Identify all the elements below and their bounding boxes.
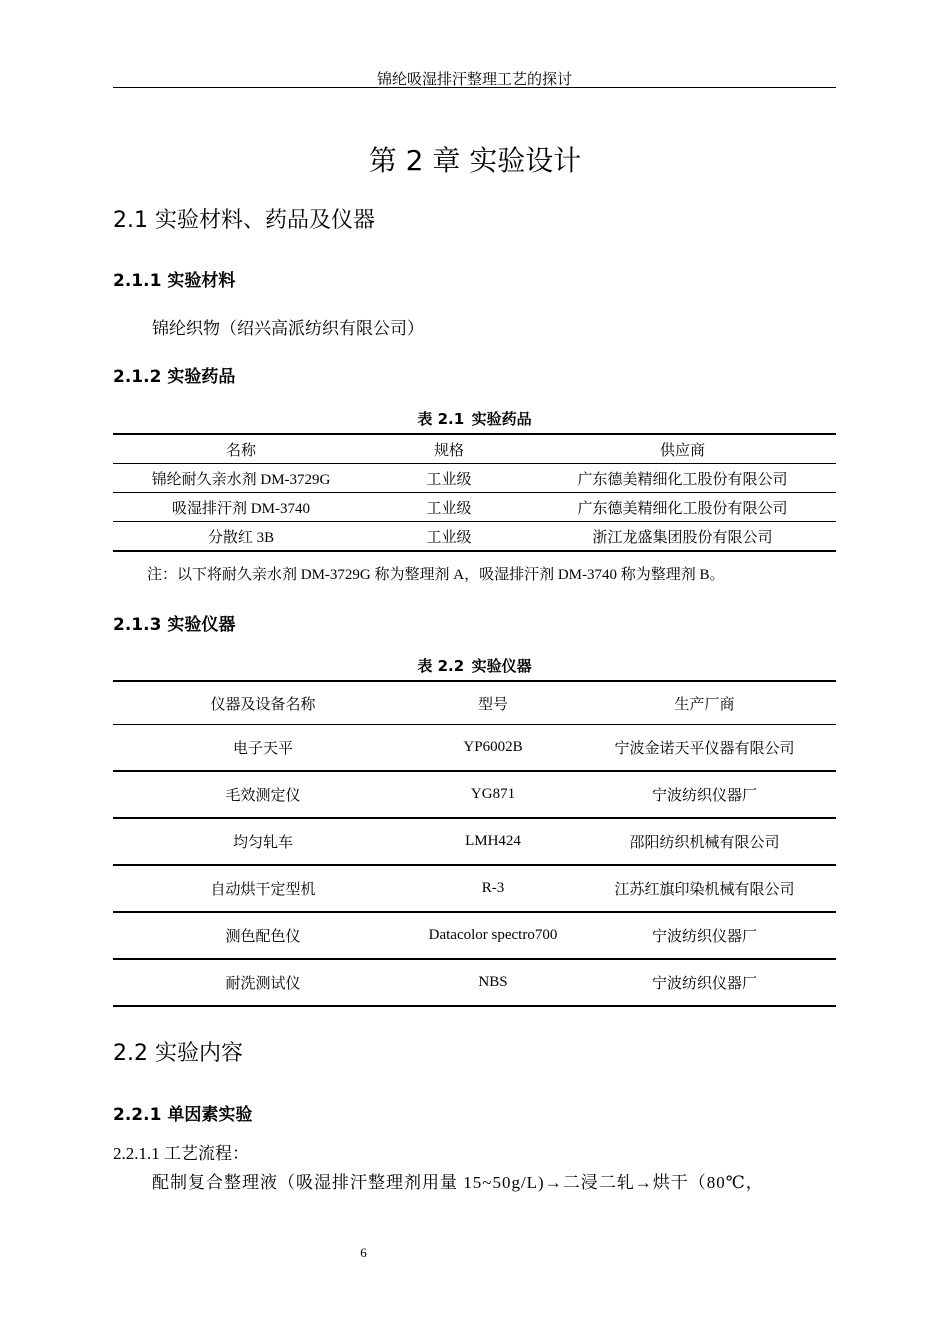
table-row bbox=[113, 912, 836, 959]
table-2-1-caption bbox=[113, 408, 836, 429]
table-cell: 浙江龙盛集团股份有限公司 bbox=[529, 522, 836, 552]
section-2-1-2-heading: 2.1.2 实验药品 bbox=[113, 367, 236, 387]
chapter-title: 第 2 章 实验设计 bbox=[368, 144, 582, 177]
table-note: 注：以下将耐久亲水剂 DM-3729G 称为整理剂 A，吸湿排汗剂 DM-3740 称为整理剂 B。 bbox=[147, 567, 725, 583]
column-header: 供应商 bbox=[529, 434, 836, 464]
column-header: 名称 bbox=[113, 434, 369, 464]
table-cell: 宁波纺织仪器厂 bbox=[573, 771, 836, 818]
table-cell: 宁波纺织仪器厂 bbox=[573, 959, 836, 1006]
table-cell: 工业级 bbox=[369, 464, 529, 493]
table-caption-text: 实验仪器 bbox=[471, 657, 532, 675]
table-cell: 毛效测定仪 bbox=[113, 771, 413, 818]
table-cell: 均匀轧车 bbox=[113, 818, 413, 865]
table-row bbox=[113, 771, 836, 818]
table-cell: 锦纶耐久亲水剂 DM-3729G bbox=[113, 464, 369, 493]
table-cell: NBS bbox=[413, 959, 573, 1006]
table-cell: 广东德美精细化工股份有限公司 bbox=[529, 493, 836, 522]
section-2-2-1-1-heading: 2.2.1.1 工艺流程： bbox=[113, 1144, 249, 1163]
table-row bbox=[113, 725, 836, 772]
table-cell: 自动烘干定型机 bbox=[113, 865, 413, 912]
table-cell: 电子天平 bbox=[113, 725, 413, 772]
table-cell: 宁波纺织仪器厂 bbox=[573, 912, 836, 959]
table-cell: 广东德美精细化工股份有限公司 bbox=[529, 464, 836, 493]
table-cell: 测色配色仪 bbox=[113, 912, 413, 959]
column-header: 生产厂商 bbox=[573, 681, 836, 725]
section-2-2-1-heading: 2.2.1 单因素实验 bbox=[113, 1105, 253, 1125]
table-row bbox=[113, 959, 836, 1006]
header-rule bbox=[113, 87, 836, 88]
table-cell: 工业级 bbox=[369, 522, 529, 552]
section-2-2-heading: 2.2 实验内容 bbox=[113, 1041, 243, 1066]
table-caption-label: 表 2.1 bbox=[417, 410, 465, 428]
materials-text: 锦纶织物（绍兴高派纺织有限公司） bbox=[152, 319, 424, 338]
table-header-row bbox=[113, 434, 836, 464]
table-row bbox=[113, 464, 836, 493]
running-header: 锦纶吸湿排汗整理工艺的探讨 bbox=[376, 72, 572, 88]
page-number: 6 bbox=[360, 1245, 367, 1260]
table-cell: 分散红 3B bbox=[113, 522, 369, 552]
table-cell: 工业级 bbox=[369, 493, 529, 522]
table-cell: 邵阳纺织机械有限公司 bbox=[573, 818, 836, 865]
section-2-1-heading: 2.1 实验材料、药品及仪器 bbox=[113, 208, 375, 233]
instruments-table bbox=[113, 680, 836, 1007]
table-cell: Datacolor spectro700 bbox=[413, 912, 573, 959]
table-cell: 耐洗测试仪 bbox=[113, 959, 413, 1006]
table-cell: YP6002B bbox=[413, 725, 573, 772]
table-row bbox=[113, 818, 836, 865]
table-cell: 吸湿排汗剂 DM-3740 bbox=[113, 493, 369, 522]
section-2-1-1-heading: 2.1.1 实验材料 bbox=[113, 271, 236, 291]
table-cell: 宁波金诺天平仪器有限公司 bbox=[573, 725, 836, 772]
table-cell: YG871 bbox=[413, 771, 573, 818]
column-header: 规格 bbox=[369, 434, 529, 464]
table-row bbox=[113, 522, 836, 552]
table-row bbox=[113, 493, 836, 522]
table-caption-label: 表 2.2 bbox=[417, 657, 465, 675]
table-cell: LMH424 bbox=[413, 818, 573, 865]
column-header: 仪器及设备名称 bbox=[113, 681, 413, 725]
chemicals-table bbox=[113, 433, 836, 552]
table-header-row bbox=[113, 681, 836, 725]
section-2-1-3-heading: 2.1.3 实验仪器 bbox=[113, 615, 236, 635]
table-cell: R-3 bbox=[413, 865, 573, 912]
table-2-2-caption bbox=[113, 655, 836, 676]
process-text: 配制复合整理液（吸湿排汗整理剂用量 15~50g/L)→二浸二轧→烘干（80℃， bbox=[152, 1173, 764, 1192]
table-cell: 江苏红旗印染机械有限公司 bbox=[573, 865, 836, 912]
column-header: 型号 bbox=[413, 681, 573, 725]
table-caption-text: 实验药品 bbox=[471, 410, 532, 428]
table-row bbox=[113, 865, 836, 912]
